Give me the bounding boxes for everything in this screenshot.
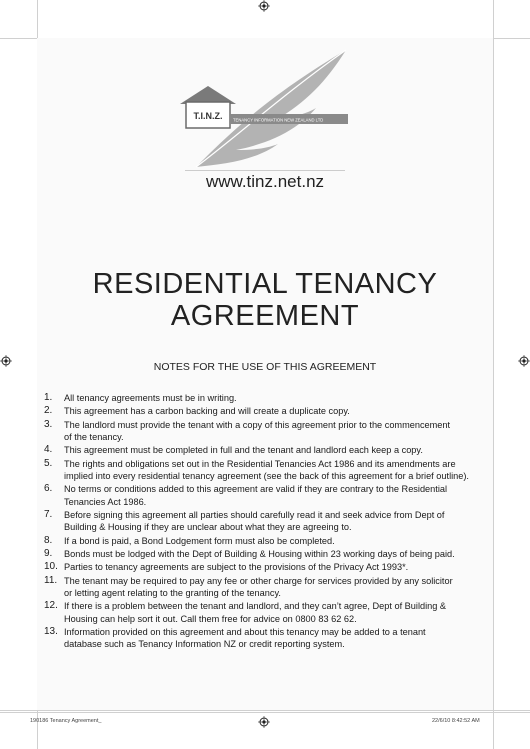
note-text-line: This agreement has a carbon backing and will create a duplicate copy. bbox=[64, 406, 350, 417]
note-text-line: This agreement must be completed in full and the tenant and landlord each keep a copy. bbox=[64, 445, 423, 456]
note-text-line: All tenancy agreements must be in writing. bbox=[64, 393, 237, 403]
note-text-line: Housing can help sort it out. Call them free for advice on 0800 83 62 62. bbox=[64, 613, 357, 624]
website-url[interactable]: www.tinz.net.nz bbox=[205, 172, 325, 191]
note-number: 7. bbox=[44, 508, 53, 520]
title-line-1: RESIDENTIAL TENANCY bbox=[92, 268, 438, 300]
note-text-line: The tenant may be required to pay any fee or other charge for services provided by any solicitor bbox=[64, 575, 453, 586]
note-item bbox=[44, 626, 492, 650]
note-item bbox=[44, 575, 492, 599]
note-text-line: database such as Tenancy Information NZ or credit reporting system. bbox=[64, 639, 345, 650]
logo-tagline-text: TENANCY INFORMATION NEW ZEALAND LTD bbox=[233, 117, 324, 123]
note-number: 6. bbox=[44, 483, 53, 495]
note-text-line: implied into every residential tenancy agreement (see the back of this agreement for a brief outline). bbox=[64, 470, 469, 481]
footer-file-name: 190186 Tenancy Agreement_ bbox=[30, 718, 102, 724]
footer-timestamp: 22/6/10 8:42:52 AM bbox=[432, 718, 480, 724]
note-text-line: Bonds must be lodged with the Dept of Building & Housing within 23 working days of being paid. bbox=[64, 548, 455, 559]
note-text-line: Tenancies Act 1986. bbox=[64, 496, 147, 507]
note-text-line: Before signing this agreement all parties should carefully read it and seek advice from Dept of bbox=[64, 509, 445, 520]
registration-mark-icon bbox=[258, 0, 270, 12]
note-item bbox=[44, 509, 492, 533]
note-item bbox=[44, 548, 492, 560]
note-text-line: Building & Housing if they are unclear about what they are agreeing to. bbox=[64, 522, 352, 533]
title-line-2: AGREEMENT bbox=[170, 300, 360, 332]
note-item bbox=[44, 535, 492, 547]
note-number: 4. bbox=[44, 444, 53, 456]
note-text-line: or letting agent relating to the granting of the tenancy. bbox=[64, 587, 281, 598]
note-item bbox=[44, 419, 492, 443]
note-number: 1. bbox=[44, 392, 53, 403]
note-item bbox=[44, 561, 492, 573]
note-number: 13. bbox=[44, 625, 58, 637]
crop-line-right bbox=[493, 0, 494, 749]
note-text-line: The rights and obligations set out in the Residential Tenancies Act 1986 and its amendments are bbox=[64, 458, 456, 469]
note-number: 2. bbox=[44, 405, 53, 417]
note-number: 3. bbox=[44, 418, 53, 430]
note-text-line: If a bond is paid, a Bond Lodgement form must also be completed. bbox=[64, 535, 335, 546]
note-item bbox=[44, 405, 492, 417]
tinz-logo bbox=[156, 42, 356, 172]
note-text-line: The landlord must provide the tenant with a copy of this agreement prior to the commencement bbox=[64, 419, 451, 430]
note-text-line: Parties to tenancy agreements are subject to the provisions of the Privacy Act 1993*. bbox=[64, 562, 409, 573]
crop-line-bottom bbox=[0, 710, 530, 711]
note-text-line: Information provided on this agreement and about this tenancy may be added to a tenant bbox=[64, 626, 426, 637]
note-item bbox=[44, 483, 492, 507]
page-title bbox=[0, 268, 530, 332]
note-text-line: If there is a problem between the tenant and landlord, and they can’t agree, Dept of Building & bbox=[64, 601, 447, 612]
note-item bbox=[44, 458, 492, 482]
notes-heading: NOTES FOR THE USE OF THIS AGREEMENT bbox=[153, 361, 377, 373]
note-item bbox=[44, 392, 492, 404]
registration-mark-icon bbox=[258, 716, 270, 728]
logo-brand-text: T.I.N.Z. bbox=[193, 111, 223, 121]
footer-divider bbox=[0, 712, 530, 713]
note-number: 11. bbox=[44, 574, 58, 586]
note-text-line: No terms or conditions added to this agreement are valid if they are contrary to the Residential bbox=[64, 484, 448, 495]
note-number: 9. bbox=[44, 547, 53, 559]
url-divider bbox=[185, 170, 345, 171]
note-item bbox=[44, 444, 492, 456]
note-text-line: of the tenancy. bbox=[64, 431, 124, 442]
note-number: 10. bbox=[44, 561, 58, 573]
note-number: 5. bbox=[44, 457, 53, 469]
note-item bbox=[44, 600, 492, 624]
note-number: 12. bbox=[44, 600, 58, 612]
notes-list bbox=[44, 392, 492, 652]
note-number: 8. bbox=[44, 534, 53, 546]
